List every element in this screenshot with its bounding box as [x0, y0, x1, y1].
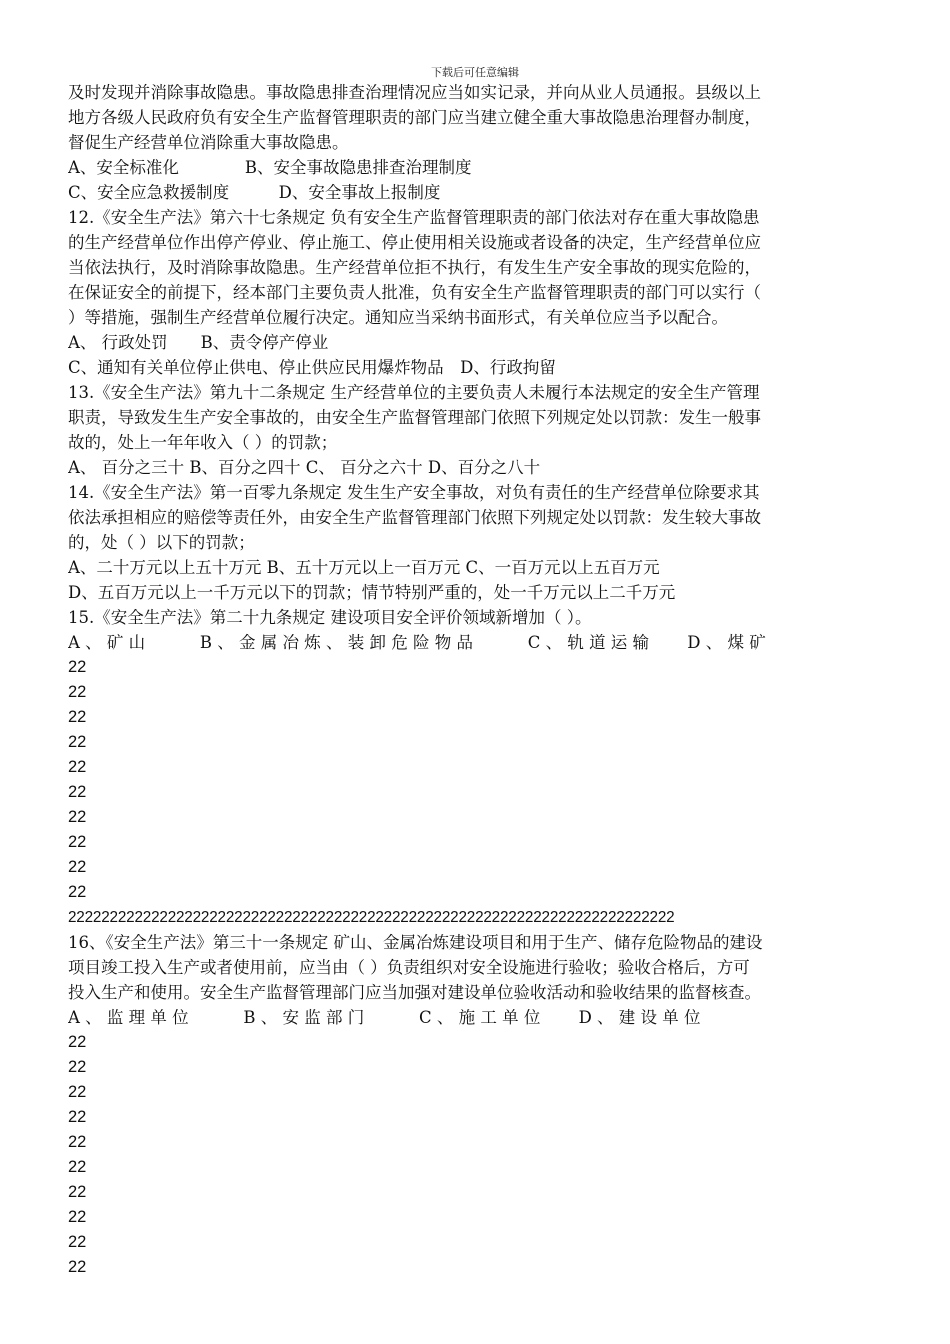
- filler-line: 22: [68, 733, 87, 751]
- text-line: 的，处（ ）以下的罚款；: [68, 533, 255, 552]
- page-header: 下载后可任意编辑: [431, 66, 519, 79]
- filler-line-long: 2222222222222222222222222222222222222222222222222222222222222222222222222: [68, 909, 675, 926]
- filler-line: 22: [68, 1133, 87, 1151]
- answer-options: C、通知有关单位停止供电、停止供应民用爆炸物品 D、行政拘留: [68, 358, 556, 377]
- filler-line: 22: [68, 783, 87, 801]
- question-14: 14.《安全生产法》第一百零九条规定 发生生产安全事故，对负有责任的生产经营单位除要求其: [68, 483, 760, 502]
- question-15: 15.《安全生产法》第二十九条规定 建设项目安全评价领域新增加（ ）。: [68, 608, 592, 627]
- filler-line: 22: [68, 1208, 87, 1226]
- filler-line: 22: [68, 708, 87, 726]
- filler-line: 22: [68, 1058, 87, 1076]
- text-line: 项目竣工投入生产或者使用前，应当由（ ）负责组织对安全设施进行验收；验收合格后，方可: [68, 958, 750, 977]
- text-line: 当依法执行，及时消除事故隐患。生产经营单位拒不执行，有发生生产安全事故的现实危险的，: [68, 258, 761, 277]
- document-body: [68, 80, 884, 1280]
- answer-options: A、安全标准化 B、安全事故隐患排查治理制度: [68, 158, 472, 177]
- question-13: 13.《安全生产法》第九十二条规定 生产经营单位的主要负责人未履行本法规定的安全生产管理: [68, 383, 760, 402]
- text-line: 投入生产和使用。安全生产监督管理部门应当加强对建设单位验收活动和验收结果的监督核查。: [68, 983, 761, 1002]
- text-line: 故的，处上一年年收入（ ）的罚款；: [68, 433, 338, 452]
- text-line: 依法承担相应的赔偿等责任外，由安全生产监督管理部门依照下列规定处以罚款：发生较大事故: [68, 508, 761, 527]
- text-line: 在保证安全的前提下，经本部门主要负责人批准，负有安全生产监督管理职责的部门可以实行（: [68, 283, 761, 302]
- filler-line: 22: [68, 858, 87, 876]
- filler-line: 22: [68, 833, 87, 851]
- answer-options: A 、 矿 山 B 、 金 属 冶 炼 、 装 卸 危 险 物 品 C 、 轨 道 运 输 D 、 煤 矿: [68, 633, 766, 652]
- filler-line: 22: [68, 683, 87, 701]
- filler-line: 22: [68, 1158, 87, 1176]
- text-line: ）等措施，强制生产经营单位履行决定。通知应当采纳书面形式，有关单位应当予以配合。: [68, 308, 728, 327]
- answer-options: A、 百分之三十 B、百分之四十 C、 百分之六十 D、百分之八十: [68, 458, 541, 477]
- filler-line: 22: [68, 1108, 87, 1126]
- text-line: 督促生产经营单位消除重大事故隐患。: [68, 133, 349, 152]
- question-16: 16、《安全生产法》第三十一条规定 矿山、金属冶炼建设项目和用于生产、储存危险物品的建设: [68, 933, 763, 952]
- answer-options: C、安全应急救援制度 D、安全事故上报制度: [68, 183, 441, 202]
- text-line: 地方各级人民政府负有安全生产监督管理职责的部门应当建立健全重大事故隐患治理督办制度，: [68, 108, 761, 127]
- filler-line: 22: [68, 1233, 87, 1251]
- filler-line: 22: [68, 658, 87, 676]
- answer-options: A、二十万元以上五十万元 B、五十万元以上一百万元 C、一百万元以上五百万元: [68, 558, 660, 577]
- answer-options: D、五百万元以上一千万元以下的罚款；情节特别严重的，处一千万元以上二千万元: [68, 583, 676, 602]
- filler-line: 22: [68, 758, 87, 776]
- answer-options: A 、 监 理 单 位 B 、 安 监 部 门 C 、 施 工 单 位 D 、 建 设 单 位: [68, 1008, 701, 1027]
- filler-line: 22: [68, 1258, 87, 1276]
- filler-line: 22: [68, 1183, 87, 1201]
- question-12: 12.《安全生产法》第六十七条规定 负有安全生产监督管理职责的部门依法对存在重大事故隐患: [68, 208, 760, 227]
- text-line: 职责，导致发生生产安全事故的，由安全生产监督管理部门依照下列规定处以罚款：发生一般事: [68, 408, 761, 427]
- filler-line: 22: [68, 883, 87, 901]
- filler-line: 22: [68, 808, 87, 826]
- text-line: 的生产经营单位作出停产停业、停止施工、停止使用相关设施或者设备的决定，生产经营单位应: [68, 233, 761, 252]
- filler-line: 22: [68, 1083, 87, 1101]
- text-line: 及时发现并消除事故隐患。事故隐患排查治理情况应当如实记录，并向从业人员通报。县级以上: [68, 83, 761, 102]
- filler-line: 22: [68, 1033, 87, 1051]
- answer-options: A、 行政处罚 B、责令停产停业: [68, 333, 329, 352]
